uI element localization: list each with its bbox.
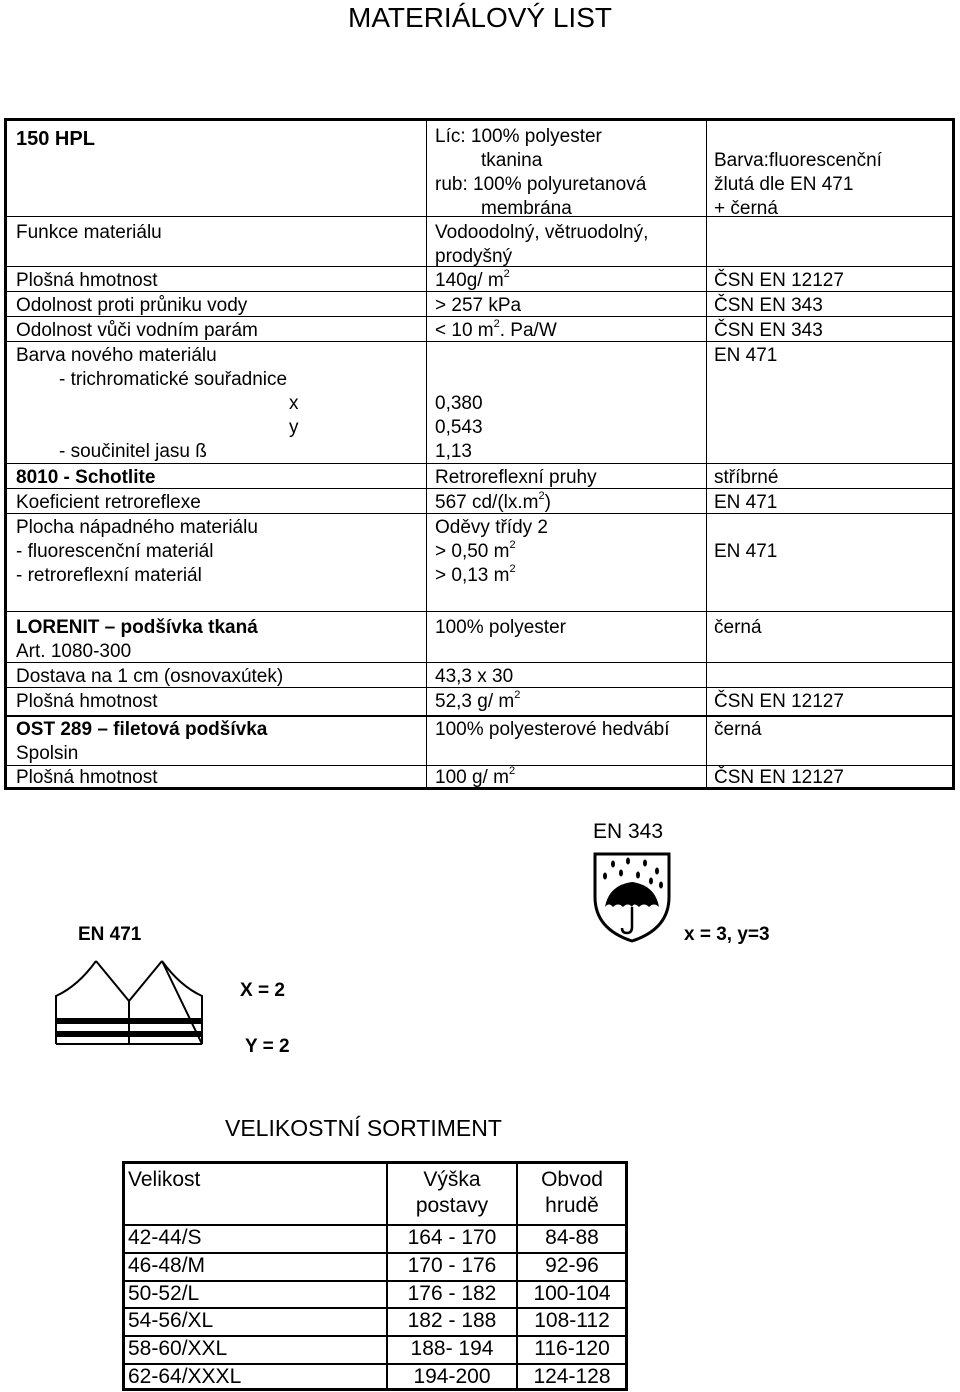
conspicuous-norm: EN 471 [714,541,778,562]
size-cell: 46-48/M [128,1254,206,1277]
row-divider [7,216,952,217]
y-class-label: Y = 2 [245,1036,290,1057]
conspicuous-label: Plocha nápadného materiálu [16,517,258,538]
y-label: y [289,417,299,438]
row-divider [7,662,952,663]
header-chest-1: Obvod [541,1168,603,1191]
size-cell: 62-64/XXXL [128,1365,242,1388]
header-height-1: Výška [423,1168,481,1191]
density-label: Dostava na 1 cm (osnovaxútek) [16,666,284,687]
lorenit-art: Art. 1080-300 [16,641,132,662]
height-cell: 176 - 182 [407,1282,497,1305]
vest-icon [48,956,210,1046]
retroreflection-norm: EN 471 [714,492,778,513]
retroreflection-value: 567 $cd/(lx.m^2)$ [435,489,551,513]
color-norm: EN 471 [714,345,778,366]
height-cell: 188- 194 [410,1337,494,1360]
function-value-2: prodyšný [435,246,513,267]
weight-value: 140g/ $m^2$ [435,267,510,291]
color-line-1: Barva:fluorescenční [714,150,882,171]
lorenit-color: černá [714,617,762,638]
size-table [122,1161,628,1391]
chest-cell: 108-112 [534,1309,610,1332]
lorenit-composition: 100% polyester [435,617,566,638]
retroreflective-value: > 0,13 $m^2$ [435,562,516,586]
row-divider [7,611,952,612]
en343-values: x = 3, y=3 [684,924,770,945]
en343-label: EN 343 [593,820,664,843]
vapour-resistance-label: Odolnost vůči vodním parám [16,320,258,341]
water-resistance-value: > 257 kPa [435,295,522,316]
ost-sub: Spolsin [16,743,79,764]
new-color-label: Barva nového materiálu [16,345,217,366]
back-composition: rub: 100% polyuretanová [435,174,647,195]
face-type: tkanina [481,150,543,171]
en471-label: EN 471 [78,924,142,945]
x-label: x [289,393,299,414]
lining-weight-label: Plošná hmotnost [16,691,158,712]
row-divider [7,715,952,717]
header-chest-2: hrudě [545,1194,599,1217]
schotlite-label: 8010 - Schotlite [16,467,156,488]
vapour-resistance-value: < 10 $m^2$. Pa/W [435,317,557,341]
water-resistance-label: Odolnost proti průniku vody [16,295,248,316]
ost-weight-norm: ČSN EN 12127 [714,767,844,788]
luminance-value: 1,13 [435,441,472,462]
header-size: Velikost [128,1168,201,1191]
page-title: MATERIÁLOVÝ LIST [348,2,612,33]
size-cell: 42-44/S [128,1226,202,1249]
ost-weight-label: Plošná hmotnost [16,767,158,788]
color-line-3: + černá [714,198,778,219]
height-cell: 164 - 170 [407,1226,497,1249]
ost-label: OST 289 – filetová podšívka [16,719,268,740]
size-cell: 54-56/XL [128,1309,214,1332]
rain-umbrella-icon [583,851,683,943]
schotlite-color: stříbrné [714,467,779,488]
x-value: 0,380 [435,393,483,414]
back-type: membrána [481,198,572,219]
fluorescent-label: - fluorescenční materiál [16,541,214,562]
face-composition: Líc: 100% polyester [435,126,602,147]
water-resistance-norm: ČSN EN 343 [714,295,823,316]
chest-cell: 124-128 [533,1365,611,1388]
fluorescent-value: > 0,50 $m^2$ [435,538,516,562]
chest-cell: 92-96 [545,1254,599,1277]
height-cell: 170 - 176 [407,1254,497,1277]
garment-class: Oděvy třídy 2 [435,517,548,538]
lining-weight-value: 52,3 g/ $m^2$ [435,688,521,712]
ost-color: černá [714,719,762,740]
header-height-2: postavy [415,1194,489,1217]
chest-cell: 84-88 [545,1226,599,1249]
chest-cell: 100-104 [533,1282,611,1305]
weight-norm: ČSN EN 12127 [714,270,844,291]
schotlite-value: Retroreflexní pruhy [435,467,597,488]
size-range-heading: VELIKOSTNÍ SORTIMENT [225,1115,502,1141]
material-table [4,118,955,790]
height-cell: 194-200 [413,1365,491,1388]
retroreflective-label: - retroreflexní materiál [16,565,202,586]
chest-cell: 116-120 [534,1337,610,1360]
lining-weight-norm: ČSN EN 12127 [714,691,844,712]
y-value: 0,543 [435,417,483,438]
ost-weight-value: 100 g/ $m^2$ [435,764,516,788]
size-cell: 50-52/L [128,1282,200,1305]
lorenit-label: LORENIT – podšívka tkaná [16,617,258,638]
height-cell: 182 - 188 [407,1309,497,1332]
density-value: 43,3 x 30 [435,666,514,687]
retroreflection-label: Koeficient retroreflexe [16,492,201,513]
vapour-resistance-norm: ČSN EN 343 [714,320,823,341]
material-name: 150 HPL [16,128,95,150]
color-line-2: žlutá dle EN 471 [714,174,854,195]
trichromatic-label: - trichromatické souřadnice [59,369,288,390]
x-class-label: X = 2 [240,980,285,1001]
luminance-label: - součinitel jasu ß [59,441,207,462]
weight-label: Plošná hmotnost [16,270,158,291]
function-value-1: Vodoodolný, větruodolný, [435,222,649,243]
ost-composition: 100% polyesterové hedvábí [435,719,670,740]
size-cell: 58-60/XXL [128,1337,228,1360]
function-label: Funkce materiálu [16,222,162,243]
